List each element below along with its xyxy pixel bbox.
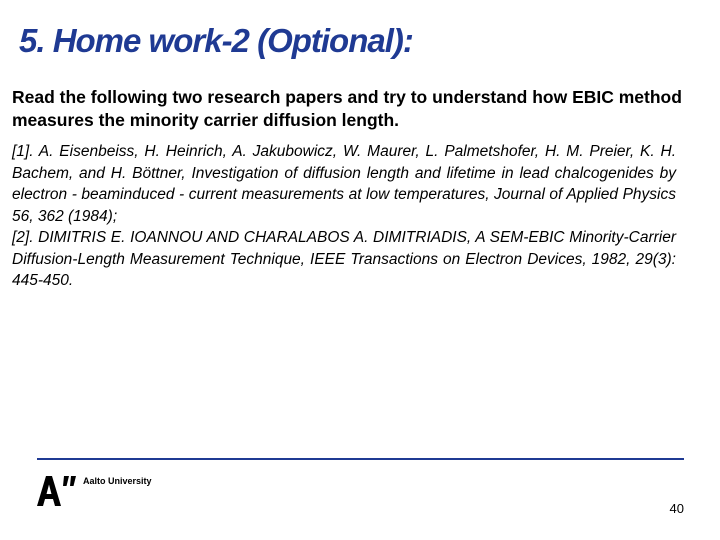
- page-number: 40: [669, 501, 684, 516]
- aalto-logo: [37, 474, 157, 508]
- reference-item-2: [2]. DIMITRIS E. IOANNOU AND CHARALABOS A. DIMITRIADIS, A SEM-EBIC Minority-Carrier Diffusion-Length Measurement Technique, IEEE Transactions on Electron Devices, 1982, 29(3): 445-450.: [12, 229, 676, 289]
- intro-text: Read the following two research papers and try to understand how EBIC method measures the minority carrier diffusion length.: [12, 87, 682, 130]
- aalto-logo-text: Aalto University: [83, 476, 152, 486]
- aalto-logo-mark: [37, 474, 77, 508]
- slide-title: 5. Home work-2 (Optional):: [19, 22, 413, 59]
- reference-list: [12, 141, 676, 292]
- footer-divider: [37, 458, 684, 460]
- reference-item-1: [1]. A. Eisenbeiss, H. Heinrich, A. Jakubowicz, W. Maurer, L. Palmetshofer, H. M. Preier, K. H. Bachem, and H. Böttner, Investigation of diffusion length and lifetime in lead chalcogenides by electron - beaminduced - current measurements at low temperatures, Journal of Applied Physics 56, 362 (1984);: [12, 143, 676, 225]
